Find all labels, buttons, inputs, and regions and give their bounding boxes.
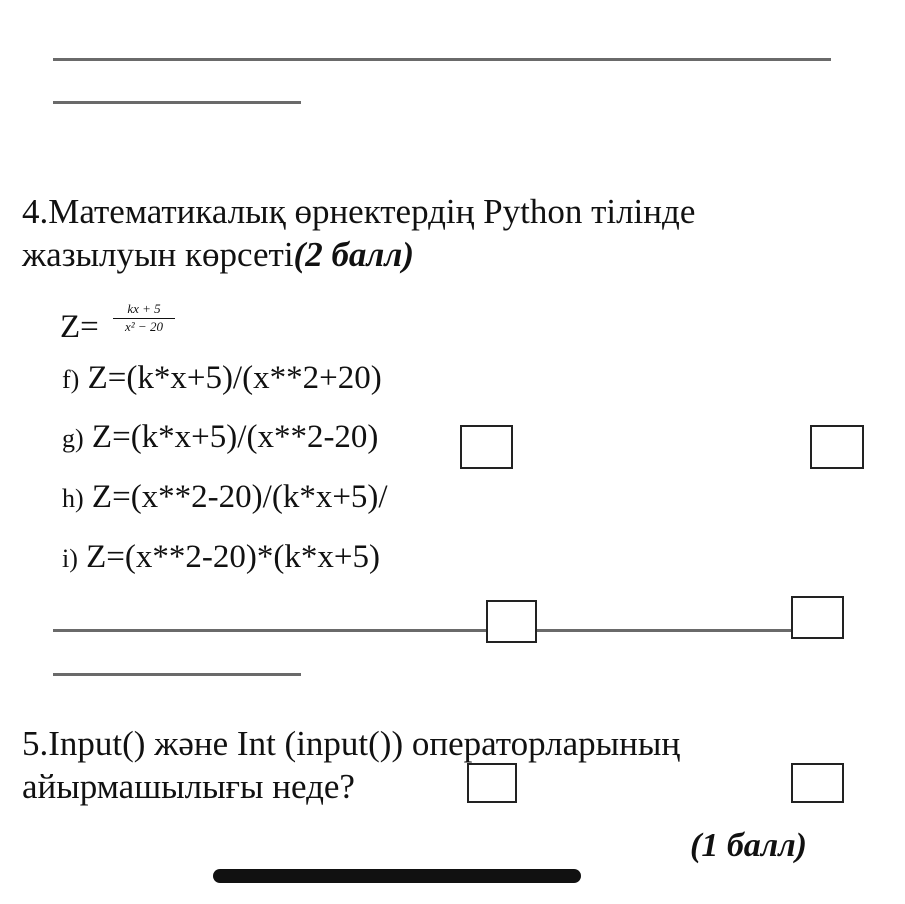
answer-line-top-long: [53, 58, 831, 61]
question-4-text: [22, 190, 695, 234]
option-g-letter: g): [62, 424, 84, 453]
answer-line-q4-long: [53, 629, 841, 632]
option-f-letter: f): [62, 365, 80, 394]
question-5-points: (1 балл): [690, 827, 808, 864]
checkbox-6[interactable]: [791, 763, 844, 803]
option-g[interactable]: [62, 417, 378, 459]
question-4-line1: 4.Математикалық өрнектердің Python тілінде: [22, 192, 696, 231]
answer-line-top-short: [53, 101, 301, 104]
option-i[interactable]: [62, 537, 380, 579]
option-i-letter: i): [62, 544, 78, 573]
checkbox-5[interactable]: [467, 763, 517, 803]
formula-denominator: x² − 20: [125, 319, 163, 334]
formula-numerator: kx + 5: [113, 302, 175, 319]
question-5-text-line2: [22, 765, 355, 809]
option-h-letter: h): [62, 484, 84, 513]
checkbox-1[interactable]: [460, 425, 513, 469]
option-f[interactable]: [62, 358, 382, 400]
question-5-line2: айырмашылығы неде?: [22, 767, 355, 806]
question-5-line1: 5.Input() және Int (input()) операторларының: [22, 724, 681, 763]
formula-lhs: Z=: [60, 309, 99, 345]
answer-line-q4-short: [53, 673, 301, 676]
checkbox-3[interactable]: [486, 600, 537, 643]
question-4-text-line2: [22, 233, 414, 277]
checkbox-2[interactable]: [810, 425, 864, 469]
home-indicator[interactable]: [213, 869, 581, 883]
option-g-expr: Z=(k*x+5)/(x**2-20): [91, 419, 379, 455]
question-4-line2: жазылуын көрсеті: [22, 235, 294, 274]
question-4-points: (2 балл): [293, 235, 414, 274]
option-f-expr: Z=(k*x+5)/(x**2+20): [87, 360, 382, 396]
option-h-expr: Z=(x**2-20)/(k*x+5)/: [91, 479, 388, 515]
checkbox-4[interactable]: [791, 596, 844, 639]
option-h[interactable]: [62, 477, 388, 519]
question-5-text: [22, 722, 680, 766]
formula-fraction: [113, 302, 175, 335]
option-i-expr: Z=(x**2-20)*(k*x+5): [86, 539, 380, 575]
